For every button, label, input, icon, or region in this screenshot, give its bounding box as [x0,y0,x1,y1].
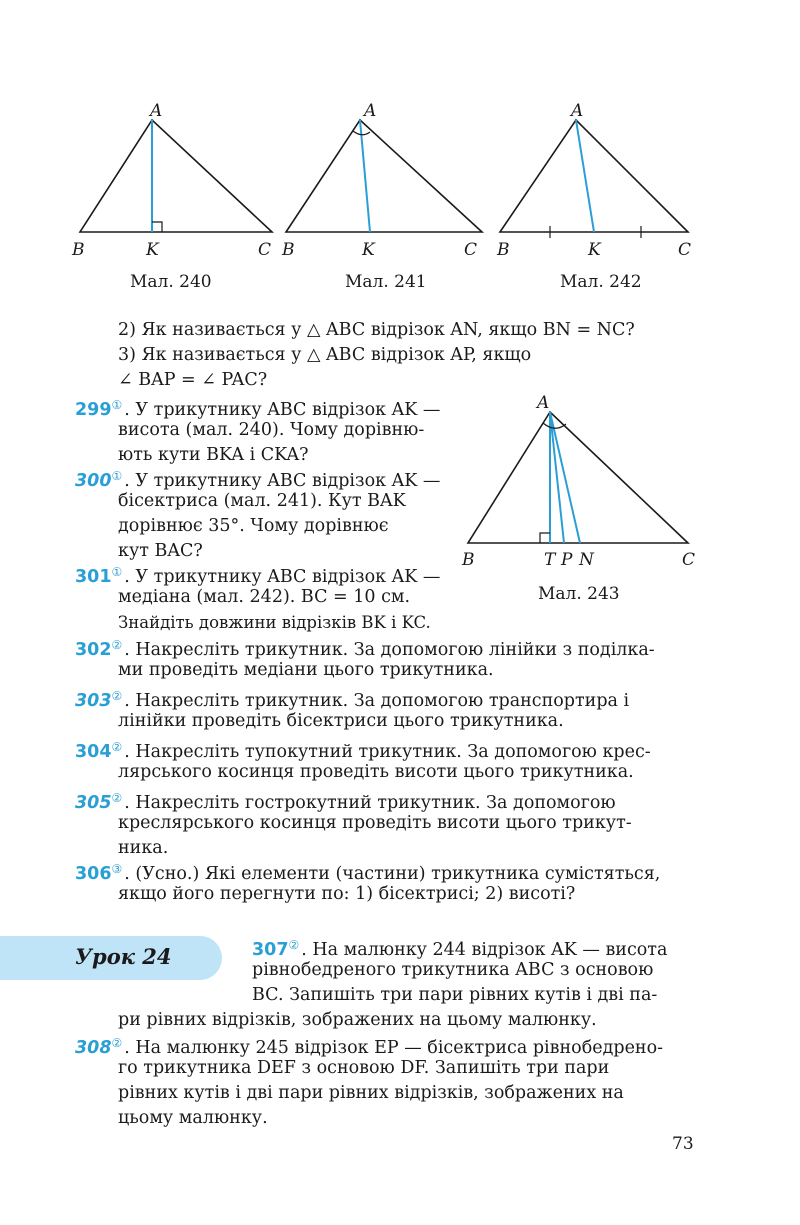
fig243-label-p: P [561,550,573,570]
difficulty-level-icon: ① [111,565,123,579]
problem-number: 308 [75,1038,112,1058]
problem-text-line: лярського косинця проведіть висоти цього трикутника. [118,762,634,782]
fig240-label-a: A [150,101,163,121]
problem-text-line: висота (мал. 240). Чому дорівню- [118,420,425,440]
fig240-label-c: C [258,240,272,260]
problem-text-line: . У трикутнику ABC відрізок AK — [124,471,441,491]
triangle-243 [468,412,688,543]
problem-text-line: якщо його перегнути по: 1) бісектрисі; 2) висоті? [118,884,576,904]
bisector-243 [550,412,564,543]
fig241-caption: Мал. 241 [345,272,427,292]
fig240-caption: Мал. 240 [130,272,212,292]
difficulty-level-icon: ① [111,398,123,412]
difficulty-level-icon: ② [111,1036,123,1050]
problem-text-line: ри рівних відрізків, зображених на цьому малюнку. [118,1010,597,1030]
problem-text-line: цьому малюнку. [118,1108,268,1128]
difficulty-level-icon: ② [111,791,123,805]
problem-number: 301 [75,567,112,587]
median-243 [550,412,580,543]
fig241-label-a: A [364,101,377,121]
problem-number: 307 [252,940,289,960]
problem-number: 306 [75,864,112,884]
question-2: 2) Як називається у △ ABC відрізок AN, якщо BN = NC? [118,320,635,340]
right-angle-mark-243 [540,533,550,543]
difficulty-level-icon: ② [111,638,123,652]
problem-text-line: рівних кутів і дві пари рівних відрізків, зображених на [118,1083,624,1103]
problem-text-line: BC. Запишіть три пари рівних кутів і дві па- [252,985,658,1005]
fig243-label-n: N [579,550,594,570]
problem-text-line: ника. [118,838,169,858]
page-number: 73 [672,1134,694,1154]
problem-text-line: рівнобедреного трикутника ABC з основою [252,960,654,980]
question-3-line2: ∠ BAP = ∠ PAC? [118,370,268,390]
difficulty-level-icon: ② [111,689,123,703]
fig241-label-c: C [464,240,478,260]
problem-text-line: . Накресліть тупокутний трикутник. За допомогою крес- [124,742,651,762]
fig242-label-k: K [588,240,601,260]
problem-number: 302 [75,640,112,660]
fig243-label-t: T [544,550,556,570]
problem-text-line: . У трикутнику ABC відрізок AK — [124,567,441,587]
problem-number: 299 [75,400,112,420]
problem-text-line: бісектриса (мал. 241). Кут BAK [118,491,406,511]
difficulty-level-icon: ② [111,740,123,754]
problem-number: 300 [75,471,112,491]
problem-text-line: . У трикутнику ABC відрізок AK — [124,400,441,420]
fig241-label-b: B [282,240,295,260]
problem-number: 304 [75,742,112,762]
problem-text-line: ми проведіть медіани цього трикутника. [118,660,494,680]
fig240-label-b: B [72,240,85,260]
lesson-banner [0,936,222,980]
problem-text-line: Знайдіть довжини відрізків BK і KC. [118,613,431,632]
fig243-label-a: A [537,393,550,413]
fig243-label-c: C [682,550,696,570]
problem-text-line: лінійки проведіть бісектриси цього трикутника. [118,711,564,731]
difficulty-level-icon: ② [288,938,300,952]
fig242-label-b: B [497,240,510,260]
problem-text-line: . На малюнку 244 відрізок AK — висота [301,940,668,960]
difficulty-level-icon: ③ [111,862,123,876]
fig242-label-c: C [678,240,692,260]
fig243-label-b: B [462,550,475,570]
problem-text-line: . Накресліть трикутник. За допомогою транспортира і [124,691,630,711]
problem-text-line: . На малюнку 245 відрізок EP — бісектриса рівнобедрено- [124,1038,664,1058]
fig240-label-k: K [146,240,159,260]
question-3-line1: 3) Як називається у △ ABC відрізок AP, якщо [118,345,532,365]
problem-text-line: . Накресліть гострокутний трикутник. За допомогою [124,793,616,813]
difficulty-level-icon: ① [111,469,123,483]
problem-text-line: . (Усно.) Які елементи (частини) трикутника сумістяться, [124,864,661,884]
problem-text-line: кут BAC? [118,541,203,561]
problem-number: 303 [75,691,112,711]
problem-text-line: медіана (мал. 242). BC = 10 см. [118,587,411,607]
fig242-caption: Мал. 242 [560,272,642,292]
fig243-caption: Мал. 243 [538,584,620,604]
fig241-label-k: K [362,240,375,260]
problem-text-line: дорівнює 35°. Чому дорівнює [118,516,389,536]
lesson-title: Урок 24 [75,944,172,969]
fig242-label-a: A [571,101,584,121]
problem-text-line: го трикутника DEF з основою DF. Запишіть три пари [118,1058,610,1078]
problem-text-line: ють кути BKA і CKA? [118,445,309,465]
problem-text-line: креслярського косинця проведіть висоти цього трикут- [118,813,632,833]
problem-text-line: . Накресліть трикутник. За допомогою лінійки з поділка- [124,640,655,660]
problem-number: 305 [75,793,112,813]
